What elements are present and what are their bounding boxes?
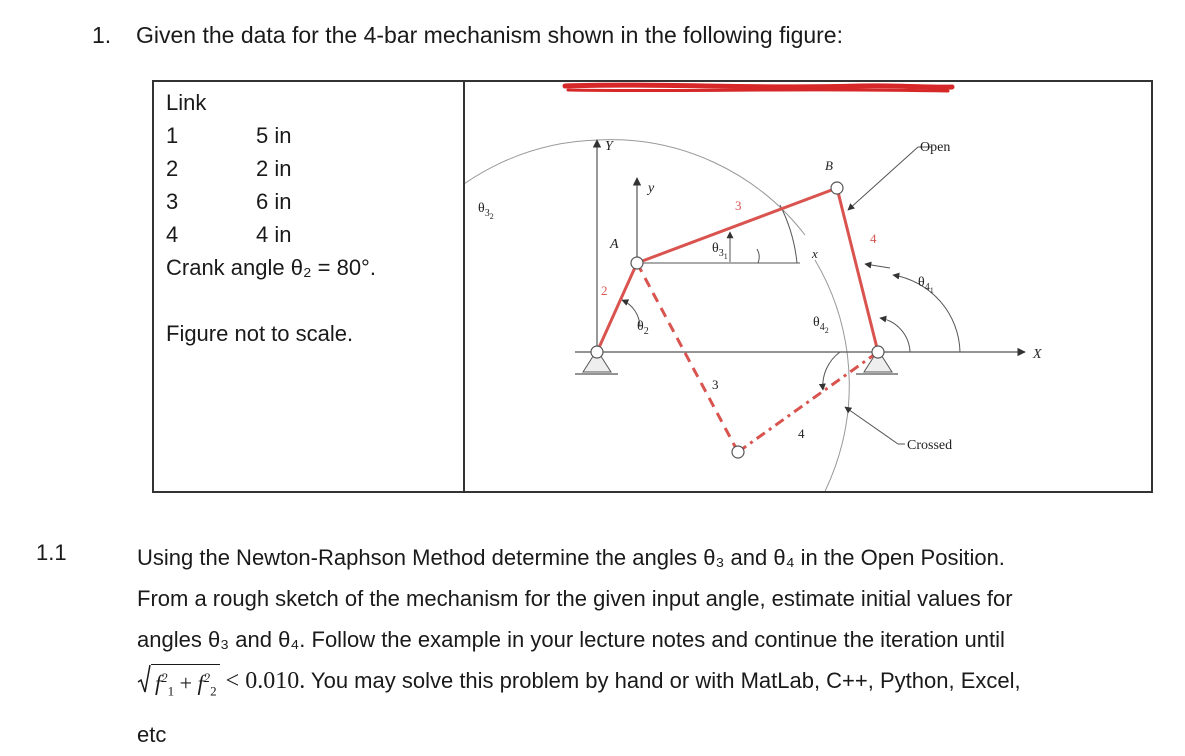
link-row [166,119,376,152]
radicand: $f^2_1 + f^2_2$ [151,664,220,705]
label-x: x [812,246,818,261]
label-crossed: Crossed [907,438,953,453]
joint-b-crossed [732,446,744,458]
question-title [92,22,843,49]
joint-b-open [831,182,843,194]
label-link3-open: 3 [735,198,742,213]
etc-text: etc [137,722,167,747]
coupler-arc [465,140,849,491]
formula-comparison: < 0.010. [219,668,306,694]
body-line-tail: You may solve this problem by hand or with MatLab, C++, Python, Excel, [305,668,1021,693]
link-row [166,185,376,218]
crank-angle: Crank angle θ₂ = 80°. [166,255,376,280]
label-link2: 2 [601,283,608,298]
theta32-arc [780,205,797,263]
joint-o2 [591,346,603,358]
link-data-cell [166,86,376,350]
open-leader [848,147,918,210]
link-2 [597,263,637,352]
link-length: 2 in [256,156,292,181]
label-open: Open [920,140,951,155]
link-number: 3 [166,189,179,214]
coupler-arc [598,140,805,235]
label-theta2: $\theta_2$ [637,319,649,337]
link-4-crossed [738,352,878,452]
fourbar-figure [465,82,1151,491]
section-body [137,537,1177,705]
link-header: Link [166,90,207,115]
label-B: B [825,158,833,173]
link-length: 6 in [256,189,292,214]
link-length: 5 in [256,123,292,148]
label-A: A [610,237,619,252]
link-3-crossed [637,263,738,452]
link-number: 2 [166,156,179,181]
red-highlight-mark [565,85,952,87]
link-row [166,152,376,185]
link4-label-arrow [865,264,890,268]
label-Y: Y [605,139,613,154]
link-4-open [837,188,878,352]
label-theta32: $\theta_{32}$ [478,201,494,221]
label-X: X [1033,347,1042,362]
question-number: 1. [92,22,112,48]
sqrt-formula [137,664,220,705]
joint-o4 [872,346,884,358]
body-line: angles θ₃ and θ₄. Follow the example in your lecture notes and continue the iteration until [137,627,1005,652]
theta42-arc [880,318,910,352]
label-link4-crossed: 4 [798,426,805,441]
joint-a [631,257,643,269]
section-number: 1.1 [36,540,67,565]
link-number: 4 [166,222,179,247]
scale-note: Figure not to scale. [166,321,354,346]
crossed-leader [845,407,898,444]
body-line [137,660,1177,705]
label-theta41: $\theta_{41}$ [918,275,934,295]
label-link3-crossed: 3 [712,377,719,392]
link-row [166,218,376,251]
theta31-arc [757,249,759,263]
question-text: Given the data for the 4-bar mechanism shown in the following figure: [136,22,843,48]
red-highlight-mark [568,90,948,91]
label-theta31: $\theta_{31}$ [712,241,728,261]
link-number: 1 [166,123,179,148]
link-length: 4 in [256,222,292,247]
body-line: From a rough sketch of the mechanism for the given input angle, estimate initial values for [137,586,1013,611]
label-y: y [648,181,655,196]
body-line: Using the Newton-Raphson Method determine the angles θ₃ and θ₄ in the Open Position. [137,545,1005,570]
label-theta42: $\theta_{42}$ [813,315,829,335]
sqrt-icon [137,664,151,694]
label-link4-open: 4 [870,231,877,246]
